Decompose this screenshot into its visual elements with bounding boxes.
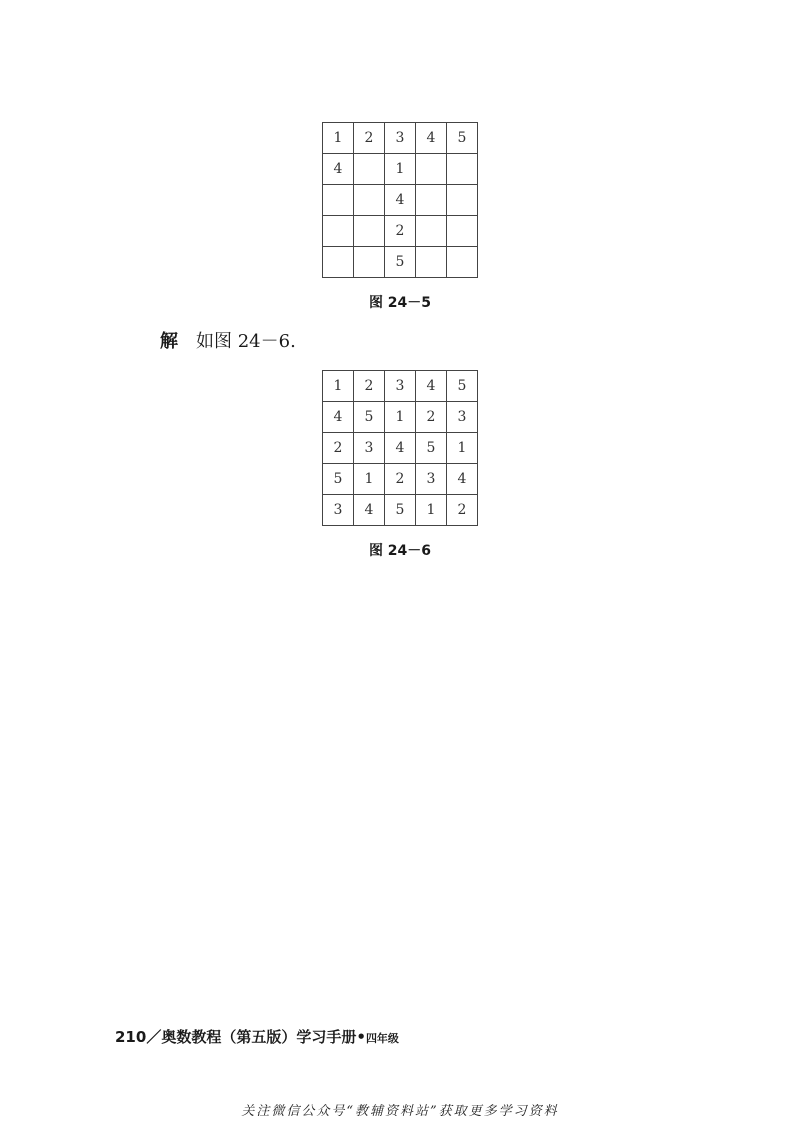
grid-cell: 4 <box>354 495 385 526</box>
grid-cell: 4 <box>385 185 416 216</box>
grid-cell <box>416 185 447 216</box>
grid-cell: 1 <box>323 371 354 402</box>
grid-cell <box>416 247 447 278</box>
grid-cell: 4 <box>447 464 478 495</box>
grid-cell: 5 <box>354 402 385 433</box>
grid-cell: 1 <box>447 433 478 464</box>
grid-cell <box>323 185 354 216</box>
grid-row <box>323 216 478 247</box>
page-footer <box>115 1026 399 1047</box>
book-title: 奥数教程（第五版）学习手册 <box>161 1028 357 1046</box>
grid-cell: 2 <box>447 495 478 526</box>
grid-cell: 5 <box>385 495 416 526</box>
grid-row <box>323 402 478 433</box>
grid-cell <box>447 216 478 247</box>
grid-cell: 5 <box>323 464 354 495</box>
grid-cell <box>447 247 478 278</box>
grid-cell: 2 <box>323 433 354 464</box>
grid-cell: 2 <box>385 216 416 247</box>
grid-cell: 3 <box>354 433 385 464</box>
grid-cell: 5 <box>447 371 478 402</box>
grid-cell: 1 <box>323 123 354 154</box>
page-number: 210 <box>115 1028 147 1046</box>
grid-cell: 1 <box>416 495 447 526</box>
grid-cell: 2 <box>385 464 416 495</box>
grid-cell: 3 <box>385 371 416 402</box>
grid-cell: 4 <box>323 154 354 185</box>
figure-24-5-grid <box>322 122 478 278</box>
grid-cell <box>447 154 478 185</box>
grid-cell: 3 <box>323 495 354 526</box>
solution-text: 如图 24－6. <box>196 331 296 352</box>
grid-cell: 5 <box>416 433 447 464</box>
grade-label: 四年级 <box>365 1032 399 1045</box>
grid-body <box>323 371 478 526</box>
grid-cell <box>416 216 447 247</box>
grid-row <box>323 464 478 495</box>
grid-cell <box>323 247 354 278</box>
grid-cell <box>447 185 478 216</box>
grid-body <box>323 123 478 278</box>
grid-cell: 1 <box>354 464 385 495</box>
grid-cell: 1 <box>385 154 416 185</box>
figure-caption: 图 24－5 <box>368 295 432 311</box>
grid-row <box>323 247 478 278</box>
footer-dot: • <box>356 1028 366 1046</box>
grid-cell: 1 <box>385 402 416 433</box>
grid-cell <box>323 216 354 247</box>
grid-cell: 4 <box>416 123 447 154</box>
footer-separator: ／ <box>146 1028 162 1046</box>
solution-line <box>160 327 296 353</box>
figure-24-6-grid <box>322 370 478 526</box>
grid-cell: 4 <box>385 433 416 464</box>
grid-row <box>323 123 478 154</box>
grid-cell: 2 <box>354 123 385 154</box>
grid-row <box>323 154 478 185</box>
solution-label: 解 <box>160 331 178 352</box>
grid-cell <box>416 154 447 185</box>
grid-cell: 2 <box>354 371 385 402</box>
figure-caption: 图 24－6 <box>368 543 432 559</box>
grid-cell: 3 <box>385 123 416 154</box>
grid-cell: 5 <box>447 123 478 154</box>
grid-row <box>323 371 478 402</box>
grid-cell <box>354 154 385 185</box>
grid-cell: 4 <box>323 402 354 433</box>
grid-cell <box>354 216 385 247</box>
grid-cell: 3 <box>447 402 478 433</box>
watermark-note: 关注微信公众号“教辅资料站”获取更多学习资料 <box>241 1104 559 1119</box>
grid-cell <box>354 247 385 278</box>
grid-cell: 3 <box>416 464 447 495</box>
grid-cell <box>354 185 385 216</box>
grid-cell: 4 <box>416 371 447 402</box>
grid-row <box>323 185 478 216</box>
grid-cell: 2 <box>416 402 447 433</box>
grid-cell: 5 <box>385 247 416 278</box>
grid-row <box>323 433 478 464</box>
grid-row <box>323 495 478 526</box>
